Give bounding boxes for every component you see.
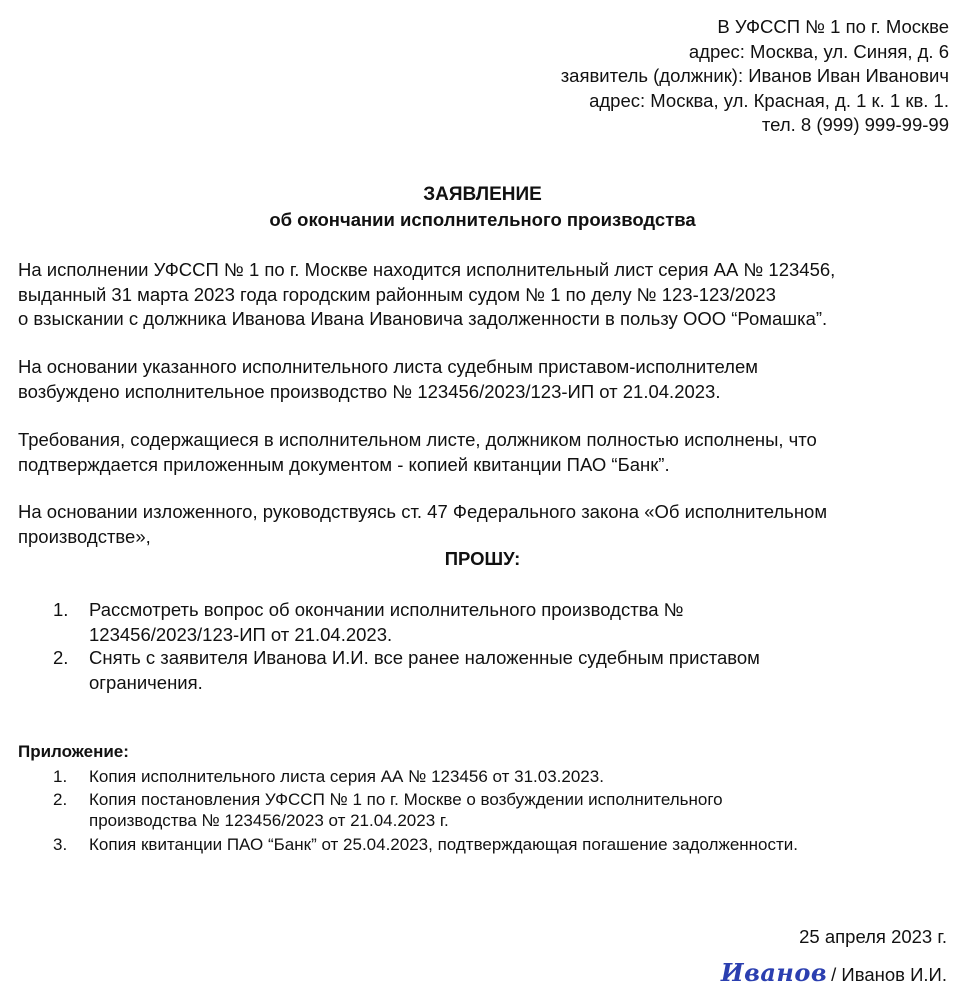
paragraph-line: На основании указанного исполнительного листа судебным приставом-исполнителем bbox=[18, 356, 758, 377]
list-text bbox=[89, 789, 723, 831]
list-line: Рассмотреть вопрос об окончании исполнительного производства № bbox=[89, 599, 684, 620]
signature-name: / Иванов И.И. bbox=[831, 964, 947, 985]
list-line: Копия квитанции ПАО “Банк” от 25.04.2023, подтверждающая погашение задолженности. bbox=[89, 835, 799, 854]
document-date: 25 апреля 2023 г. bbox=[799, 926, 947, 947]
list-number: 2. bbox=[53, 647, 69, 668]
document-subtitle: об окончании исполнительного производства bbox=[269, 209, 696, 230]
list-line: Снять с заявителя Иванова И.И. все ранее наложенные судебным приставом bbox=[89, 647, 760, 668]
paragraph-line: производстве», bbox=[18, 525, 151, 547]
paragraph-line: возбуждено исполнительное производство № 123456/2023/123-ИП от 21.04.2023. bbox=[18, 380, 721, 402]
attachments-heading: Приложение: bbox=[18, 742, 129, 761]
document-title: ЗАЯВЛЕНИЕ bbox=[423, 184, 542, 205]
paragraph-line: Требования, содержащиеся в исполнительном листе, должником полностью исполнены, что bbox=[18, 429, 817, 450]
paragraph-line: На исполнении УФССП № 1 по г. Москве находится исполнительный лист серия АА № 123456, bbox=[18, 259, 836, 280]
list-number: 1. bbox=[53, 767, 68, 786]
paragraph-line: о взыскании с должника Иванова Ивана Ивановича задолженности в пользу ООО “Ромашка”. bbox=[18, 308, 828, 329]
list-number: 3. bbox=[53, 835, 68, 854]
handwritten-signature: Иванов bbox=[720, 958, 828, 987]
applicant-phone: тел. 8 (999) 999-99-99 bbox=[761, 114, 949, 135]
list-line: Копия постановления УФССП № 1 по г. Москве о возбуждении исполнительного bbox=[89, 790, 723, 809]
paragraph-line: подтверждается приложенным документом - копией квитанции ПАО “Банк”. bbox=[18, 453, 670, 475]
list-text bbox=[89, 766, 604, 787]
list-line: 123456/2023/123-ИП от 21.04.2023. bbox=[89, 623, 393, 645]
paragraph-fulfilled bbox=[18, 428, 953, 477]
list-line: Копия исполнительного листа серия АА № 123456 от 31.03.2023. bbox=[89, 767, 604, 786]
applicant-name: заявитель (должник): Иванов Иван Иванович bbox=[560, 65, 949, 86]
list-line: производства № 123456/2023 от 21.04.2023 г. bbox=[89, 811, 449, 830]
paragraph-proceedings bbox=[18, 355, 953, 404]
paragraph-legal-basis bbox=[18, 500, 953, 549]
request-heading: ПРОШУ: bbox=[444, 548, 521, 569]
paragraph-writ bbox=[18, 258, 953, 332]
list-text bbox=[89, 646, 760, 695]
list-text bbox=[89, 834, 798, 855]
paragraph-line: На основании изложенного, руководствуясь ст. 47 Федерального закона «Об исполнительном bbox=[18, 501, 828, 522]
list-number: 1. bbox=[53, 599, 69, 620]
signature-block bbox=[721, 958, 947, 987]
list-line: ограничения. bbox=[89, 671, 203, 693]
applicant-address: адрес: Москва, ул. Красная, д. 1 к. 1 кв. 1. bbox=[589, 89, 949, 111]
recipient-header bbox=[561, 15, 949, 138]
list-text bbox=[89, 598, 684, 647]
list-number: 2. bbox=[53, 790, 68, 809]
paragraph-line: выданный 31 марта 2023 года городским районным судом № 1 по делу № 123-123/2023 bbox=[18, 283, 776, 305]
recipient-to: В УФССП № 1 по г. Москве bbox=[717, 16, 949, 37]
recipient-address: адрес: Москва, ул. Синяя, д. 6 bbox=[688, 40, 949, 62]
